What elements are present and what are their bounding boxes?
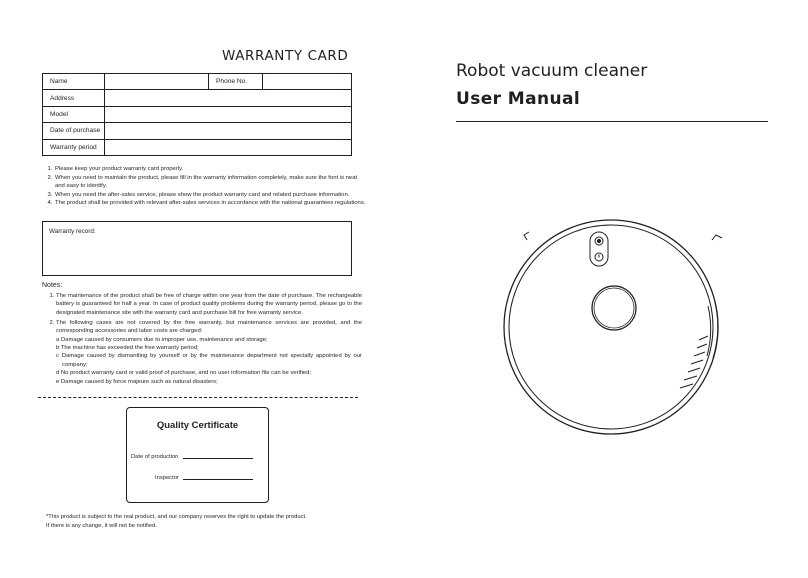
quality-certificate-box (126, 407, 269, 503)
footnote-line-2: If there is any change, it will not be notified. (46, 523, 157, 529)
robot-top-cover (509, 225, 713, 429)
address-label: Address (43, 90, 105, 106)
name-label: Name (43, 74, 105, 90)
note-item (56, 319, 362, 386)
instruction-item: 3. When you need the after-sales service, please show the product warranty card and related purchase information. (54, 191, 366, 200)
model-label: Model (43, 106, 105, 122)
date-of-purchase-label: Date of purchase (43, 123, 105, 139)
footnote-line-1: *This product is subject to the real product, and our company reserves the right to update the product. (46, 514, 307, 520)
warranty-period-label: Warranty period (43, 139, 105, 155)
warranty-info-table (42, 73, 352, 156)
notes-list (45, 292, 362, 387)
notes-title: Notes: (42, 282, 63, 289)
warranty-period-field (105, 139, 352, 155)
excluded-case: a Damage caused by consumers due to improper use, maintenance and storage; (56, 336, 268, 343)
footnote (46, 513, 346, 531)
phone-label: Phone No. (209, 74, 263, 90)
excluded-cases-list (56, 336, 362, 386)
warranty-record-box (42, 221, 352, 276)
inspector-line (183, 479, 253, 480)
cover-title: Robot vacuum cleaner (456, 61, 648, 81)
excluded-case: c Damage caused by dismantling by yourself or by the maintenance department not specially appointed by our company; (56, 353, 362, 368)
side-brush-left (524, 232, 529, 240)
cover-page (404, 0, 808, 578)
warranty-card-title: WARRANTY CARD (222, 48, 349, 64)
robot-outer-shell (504, 220, 718, 434)
date-of-purchase-field (105, 123, 352, 139)
cut-line-divider (38, 397, 358, 398)
phone-field (263, 74, 352, 90)
excluded-case: b The machine has exceeded the free warranty period; (56, 344, 199, 351)
model-field (105, 106, 352, 122)
excluded-case: d No product warranty card or valid proof of purchase, and no user information file can be verified; (56, 370, 312, 377)
warranty-record-label: Warranty record: (49, 228, 96, 235)
robot-vacuum-illustration (494, 210, 744, 460)
instruction-item: 1. Please keep your product warranty card properly. (54, 165, 366, 174)
instruction-item: 4. The product shall be provided with relevant after-sales services in accordance with the national guarantees regulations. (54, 199, 366, 208)
instruction-item: 2. When you need to maintain the product, please fill in the warranty information completely, make sure the font is neat and easy to identify. (54, 174, 366, 191)
address-field (105, 90, 352, 106)
name-field (105, 74, 209, 90)
lidar-turret (592, 286, 636, 330)
note-item: 1. The maintenance of the product shall be free of charge within one year from the date of purchase. The rechargeable battery is guaranteed for half a year. In case of product quality problems during the warranty period, please go to the designated maintenance site with the warranty card and purchase bill for free warranty service. (56, 292, 362, 317)
inspector-label: Inspector (155, 475, 179, 481)
date-of-production-line (183, 458, 253, 459)
excluded-case: e Damage caused by force majeure such as natural disasters; (56, 378, 218, 385)
quality-certificate-title: Quality Certificate (156, 420, 239, 431)
note-text: The following cases are not covered by the free warranty, but maintenance services are provided, and the corresponding accessories and labor costs are charged: (56, 319, 362, 335)
cover-rule (456, 121, 768, 122)
cover-subtitle: User Manual (456, 89, 581, 109)
side-brush-right (712, 235, 722, 240)
date-of-production-label: Date of production (131, 454, 179, 460)
warranty-instructions (44, 165, 366, 208)
